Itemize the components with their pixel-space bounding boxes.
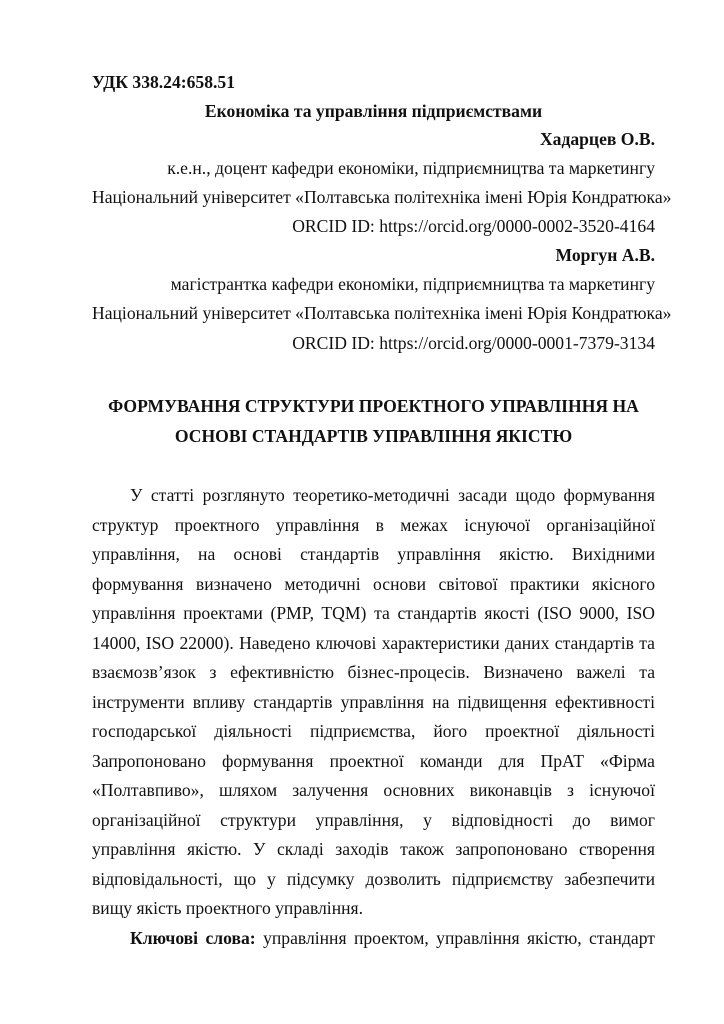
abstract-line: управління проектами (PMP, TQM) та стандартів якості (ISO 9000, ISO bbox=[92, 603, 655, 623]
udc-code: УДК 338.24:658.51 bbox=[92, 72, 236, 92]
abstract-line: 14000, ISO 22000). Наведено ключові характеристики даних стандартів та bbox=[92, 632, 655, 653]
keywords-label: Ключові слова: bbox=[130, 928, 256, 948]
abstract-line: управління якістю. У складі заходів також запропоновано створення bbox=[92, 839, 655, 859]
keywords-text: управління проектом, управління якістю, стандарт bbox=[263, 928, 655, 948]
abstract-line: вищу якість проектного управління. bbox=[92, 898, 364, 918]
abstract-line: організаційної структури управління, у відповідності до вимог bbox=[92, 809, 655, 830]
abstract-line: «Полтавпиво», шляхом залучення основних виконавців з існуючої bbox=[92, 780, 655, 800]
abstract-line: інструменти впливу стандартів управління на підвищення ефективності bbox=[92, 691, 655, 712]
author-orcid: ORCID ID: https://orcid.org/0000-0001-7379-3134 bbox=[292, 333, 655, 353]
keywords-line bbox=[92, 928, 655, 948]
author-name: Моргун А.В. bbox=[555, 245, 655, 265]
author-name: Хадарцев О.В. bbox=[539, 129, 655, 149]
abstract-line: формування визначено методичні основи світової практики якісного bbox=[92, 573, 655, 594]
article-title-line: ОСНОВІ СТАНДАРТІВ УПРАВЛІННЯ ЯКІСТЮ bbox=[174, 426, 573, 446]
author-affiliation: Національний університет «Полтавська політехніка імені Юрія Кондратюка» bbox=[92, 187, 672, 207]
section-heading: Економіка та управління підприємствами bbox=[204, 101, 543, 121]
abstract-line: взаємозв’язок з ефективністю бізнес-процесів. Визначено важелі та bbox=[92, 662, 655, 682]
abstract-line: управління, на основі стандартів управління якістю. Вихідними bbox=[92, 544, 655, 564]
abstract-line: У статті розглянуто теоретико-методичні засади щодо формування bbox=[130, 485, 655, 505]
abstract-line: Запропоновано формування проектної команди для ПрАТ «Фірма bbox=[92, 750, 655, 771]
author-orcid: ORCID ID: https://orcid.org/0000-0002-3520-4164 bbox=[292, 216, 655, 236]
author-affiliation: Національний університет «Полтавська політехніка імені Юрія Кондратюка» bbox=[92, 303, 672, 323]
abstract-line: господарської діяльності підприємства, його проектної діяльності bbox=[92, 721, 655, 741]
article-title-line: ФОРМУВАННЯ СТРУКТУРИ ПРОЕКТНОГО УПРАВЛІННЯ НА bbox=[108, 396, 639, 416]
author-position: к.е.н., доцент кафедри економіки, підприємництва та маркетингу bbox=[167, 158, 655, 178]
abstract-line: структур проектного управління в межах існуючої організаційної bbox=[92, 514, 655, 535]
abstract-line: відповідальності, що у підсумку дозволить підприємству забезпечити bbox=[92, 868, 655, 889]
author-position: магістрантка кафедри економіки, підприємництва та маркетингу bbox=[170, 274, 655, 294]
